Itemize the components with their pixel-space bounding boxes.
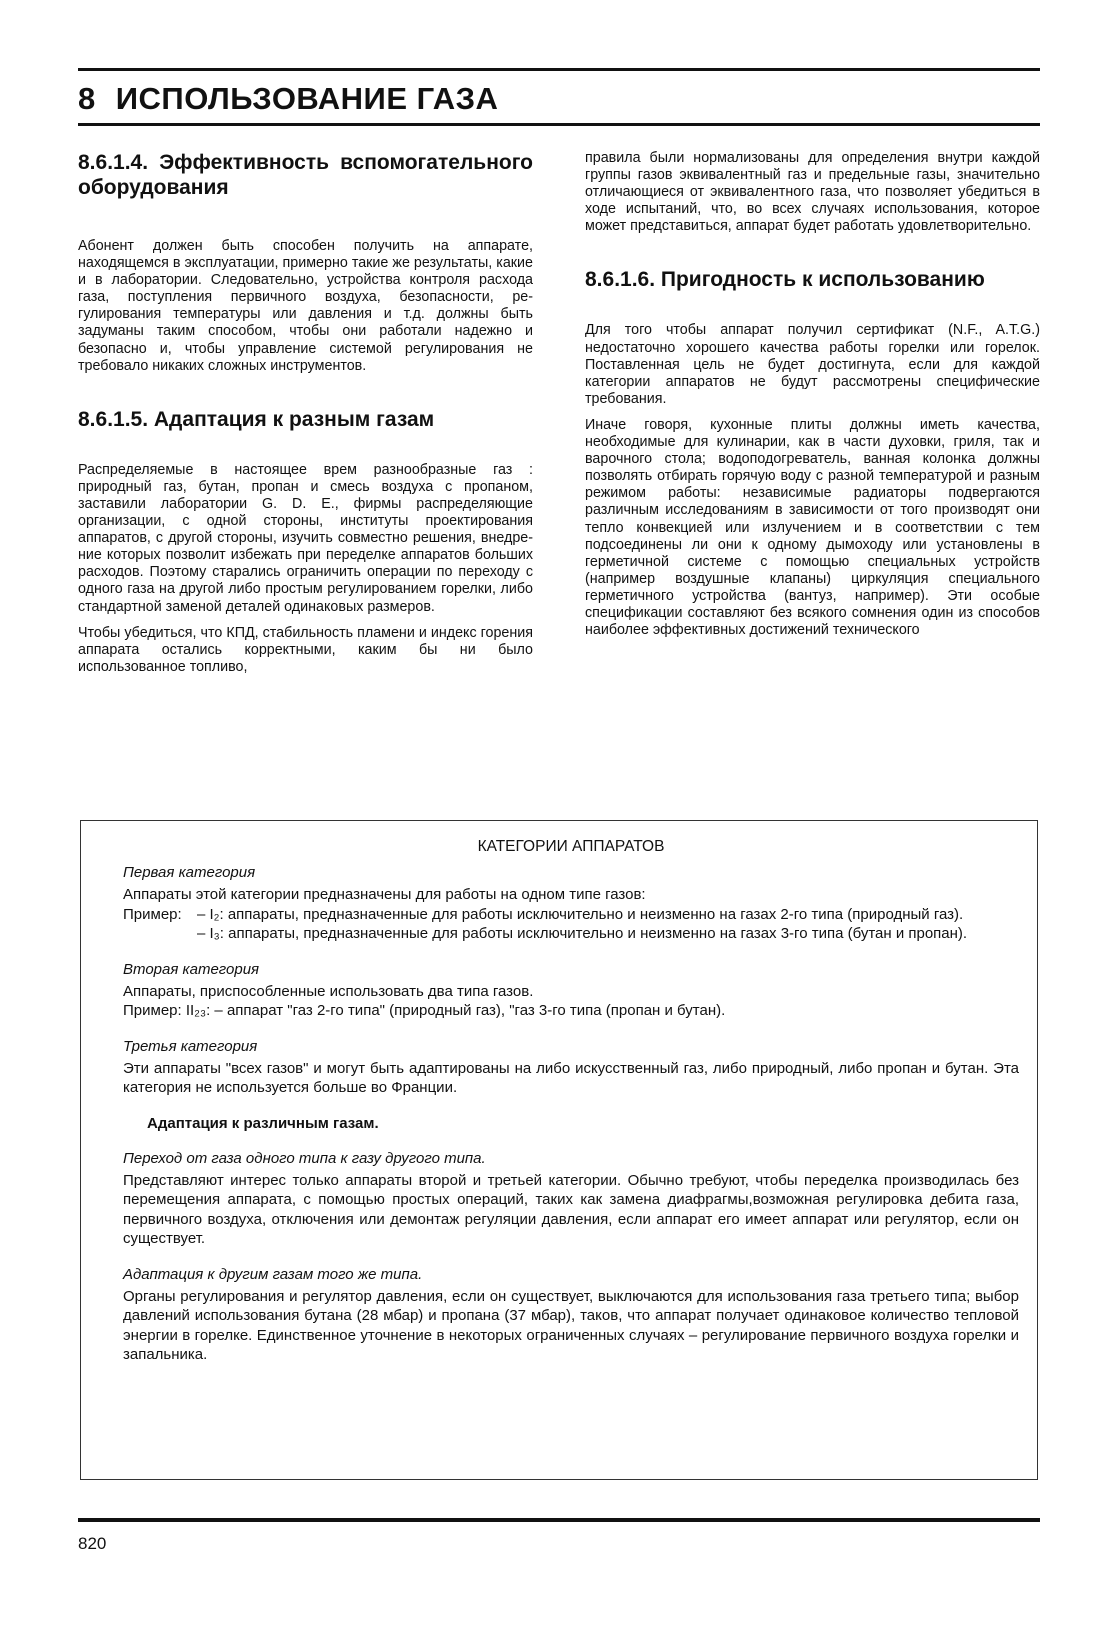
page-number: 820: [78, 1534, 107, 1553]
left-column: [78, 150, 533, 676]
category-2-text: Аппараты, приспособленные использовать два типа газов.: [123, 982, 534, 1000]
header-bottom-rule: [78, 123, 1040, 126]
box-title: КАТЕГОРИИ АППАРАТОВ: [477, 838, 665, 855]
category-1-example-1-text: – I₂: аппараты, предназначенные для работы исключительно и неизменно на газах 2-го типа (природный газ).: [197, 905, 964, 923]
example-label: Пример:: [123, 905, 182, 923]
category-1-example-2: [123, 924, 1019, 944]
same-type-text: Органы регулирования и регулятор давления, если он существует, выключаются для использования газа третьего типа; выбор давлений использования бутана (28 мбар) и пропана (37 мбар), таков, что аппарат получает одинаковое количество тепловой энергии в горелке. Единственное уточнение в некоторых ограниченных случаях – регулирование первичного воздуха горелки и запальника.: [123, 1287, 1019, 1363]
section-8-6-1-6-paragraph-2: Иначе говоря, кухонные плиты должны иметь качества, необходимые для кулинарии, как в части духовки, гриля, так и варочного стола; водоподогреватель, ванная колонка должны позволять отбирать горячую воду с разной температурой и разным режимом работы: независимые радиаторы подвергаются различным исследованиям в зависимости от того производят они тепло конвекцией или излучением и в соответствии с тем подсоединены ли они к одному дымоходу или установлены в герметичной системе с помощью специальных устройств (например воздушные клапаны) циркуляция специального герметичного устройства (вантуз, например). Эти особые спецификации составляют без всякого сомнения один из способов наиболее эффективных достижений технического: [585, 416, 1040, 639]
header-top-rule: [78, 68, 1040, 71]
category-1-heading: Первая категория: [123, 864, 256, 881]
footer-rule: [78, 1518, 1040, 1522]
appliance-categories-box: [80, 820, 1038, 1480]
continued-paragraph: правила были нормализованы для определения внутри каждой группы газов эквивалентный газ и предельные газы, значительно отличающиеся от эквивалентного газа, что позволяет убедиться в ходе испытаний, что, во всех случаях использования, которое может представиться, аппарат будет работать удовлетворительно.: [585, 150, 1040, 235]
right-column: [585, 150, 1040, 639]
section-8-6-1-5-paragraph-2: Чтобы убедиться, что КПД, стабильность пламени и индекс горения аппарата остались корректными, каким бы ни было использованное топливо,: [78, 624, 533, 675]
section-heading-8-6-1-4: 8.6.1.4. Эффективность вспомогательного оборудования: [78, 151, 533, 199]
section-8-6-1-4-paragraph: Абонент должен быть способен получить на аппарате, находящемся в эксплуатации, примерно такие же результаты, какие и в лаборатории. Следовательно, устройства контроля расхода газа, поступления первичного воздуха, безопасности, регулирования температуры или давления и т.д. должны быть задуманы таким способом, чтобы они работали надежно и безопасно и, чтобы управление системой регулирования не требовало никаких сложных инструментов.: [78, 238, 533, 374]
section-heading-8-6-1-6: 8.6.1.6. Пригодность к использованию: [585, 268, 985, 292]
section-8-6-1-6-paragraph-1: Для того чтобы аппарат получил сертификат (N.F., A.T.G.) недостаточно хорошего качества работы горелки или горелок. Поставленная цель не будет достигнута, если для каждой категории аппаратов не будут рассмотрены специфические требования.: [585, 322, 1040, 407]
category-2-heading: Вторая категория: [123, 960, 260, 978]
chapter-title: [78, 76, 1040, 122]
transition-heading: Переход от газа одного типа к газу другого типа.: [123, 1149, 486, 1167]
section-8-6-1-5-paragraph-1: Распределяемые в настоящее врем разнообразные газ : природный газ, бутан, пропан и смесь воздуха с пропаном, заставили лаборатории G. D. E., фирмы распределяющие организации, с одной стороны, институты проектирования аппаратов, с другой стороны, изучить совместно решения, внедрение которых позволит избежать при переделке аппаратов больших расходов. Поэтому старались ограничить операции по переходу с одного газа на другой либо простым регулированием горелки, либо стандартной заменой деталей одинаковых размеров.: [78, 461, 533, 615]
category-3-heading: Третья категория: [123, 1037, 258, 1055]
category-2-example: Пример: II₂₃: – аппарат "газ 2-го типа" (природный газ), "газ 3-го типа (пропан и бутан).: [123, 1002, 726, 1019]
section-heading-8-6-1-5: 8.6.1.5. Адаптация к разным газам: [78, 407, 435, 431]
category-1-example-2-text: – I₃: аппараты, предназначенные для работы исключительно и неизменно на газах 3-го типа (бутан и пропан).: [197, 925, 968, 942]
category-3-text: Эти аппараты "всех газов" и могут быть адаптированы на либо искусственный газ, либо природный, либо пропан и бутан. Эта категория не используется больше во Франции.: [123, 1059, 1019, 1096]
category-1-text: Аппараты этой категории предназначены для работы на одном типе газов:: [123, 886, 646, 903]
chapter-number: 8: [78, 81, 96, 116]
adaptation-heading: Адаптация к различным газам.: [147, 1114, 379, 1132]
same-type-heading: Адаптация к другим газам того же типа.: [123, 1265, 423, 1283]
transition-text: Представляют интерес только аппараты второй и третьей категории. Обычно требуют, чтобы переделка производилась без перемещения аппарата, с помощью простых операций, таких как замена диафрагмы,возможная регулировка дебита газа, первичного воздуха, отключения или демонтаж регуляции давления, если аппарат его имеет аппарат или регулятор, если он существует.: [123, 1171, 1019, 1247]
chapter-title-text: ИСПОЛЬЗОВАНИЕ ГАЗА: [115, 81, 499, 116]
category-1-example-1: [123, 905, 1019, 925]
